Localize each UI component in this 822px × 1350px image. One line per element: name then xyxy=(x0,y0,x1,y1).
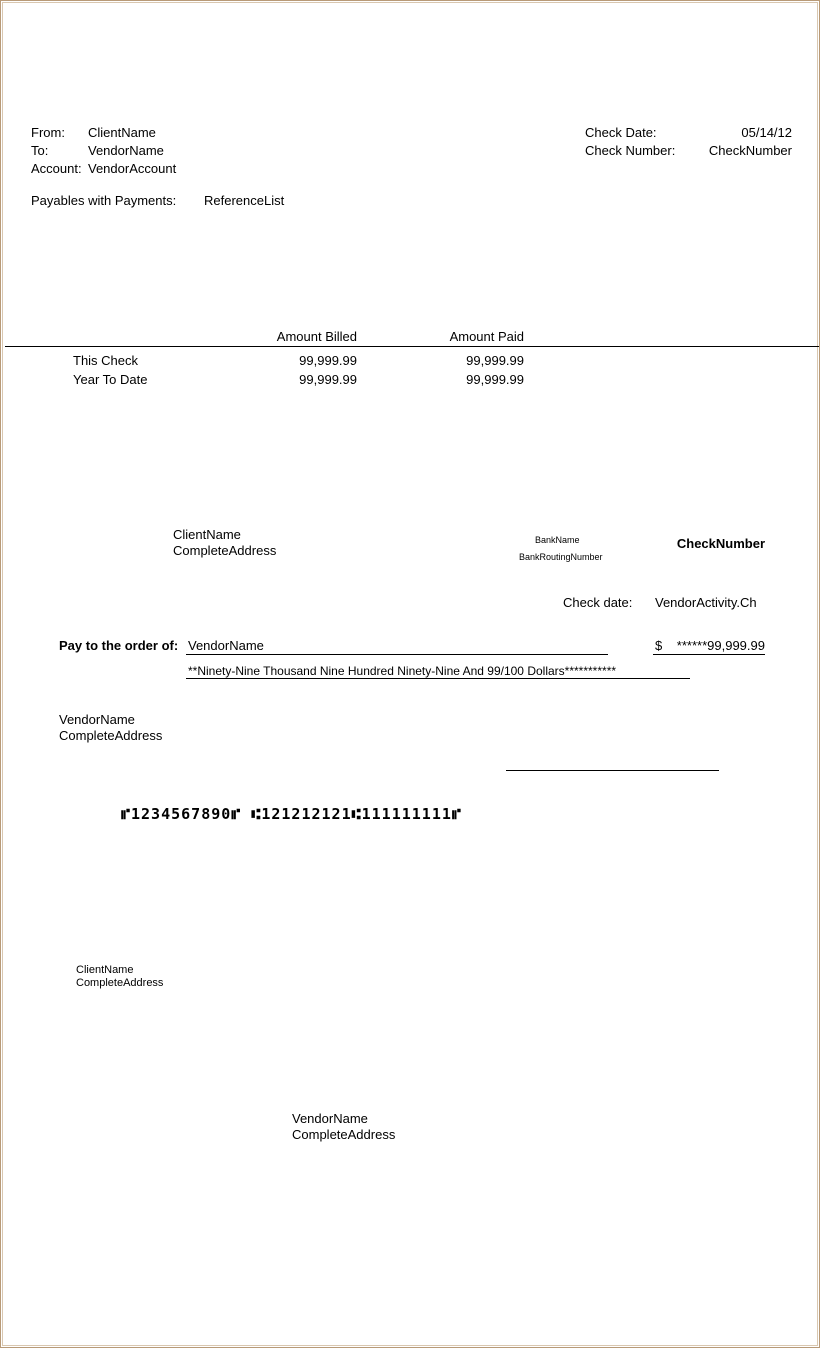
row-label: This Check xyxy=(73,353,139,368)
check-date-value: 05/14/12 xyxy=(741,125,792,140)
amount-in-words: **Ninety-Nine Thousand Nine Hundred Ninety-Nine And 99/100 Dollars*********** xyxy=(188,664,617,678)
to-label: To: xyxy=(31,143,49,158)
return-address: CompleteAddress xyxy=(76,977,164,989)
check-vendor-name: VendorName xyxy=(59,712,135,727)
recipient-name: VendorName xyxy=(292,1111,368,1126)
col-header-billed: Amount Billed xyxy=(276,329,357,344)
pay-to-label: Pay to the order of: xyxy=(59,638,179,653)
payee-line xyxy=(186,654,608,655)
amount-line xyxy=(653,654,765,655)
row-label: Year To Date xyxy=(73,372,148,387)
return-name: ClientName xyxy=(76,964,134,976)
account-label: Account: xyxy=(31,161,82,176)
check-amount: ******99,999.99 xyxy=(676,638,765,653)
row-paid: 99,999.99 xyxy=(466,372,524,387)
row-billed: 99,999.99 xyxy=(299,372,357,387)
payables-label: Payables with Payments: xyxy=(31,193,177,208)
row-paid: 99,999.99 xyxy=(466,353,524,368)
payee-name: VendorName xyxy=(188,638,264,653)
check-date-value-body: VendorActivity.Ch xyxy=(655,595,757,610)
signature-line xyxy=(506,770,719,771)
check-date-label: Check Date: xyxy=(585,125,657,140)
col-header-paid: Amount Paid xyxy=(449,329,524,344)
from-value: ClientName xyxy=(88,125,156,140)
check-client-name: ClientName xyxy=(173,527,241,542)
from-label: From: xyxy=(31,125,65,140)
recipient-address: CompleteAddress xyxy=(292,1127,396,1142)
check-number-label: Check Number: xyxy=(585,143,676,158)
check-number: CheckNumber xyxy=(676,536,765,551)
check-date-label-body: Check date: xyxy=(563,595,633,610)
currency-symbol: $ xyxy=(655,638,663,653)
bank-routing-number: BankRoutingNumber xyxy=(519,552,603,562)
check-number-value: CheckNumber xyxy=(708,143,792,158)
micr-line: ⑈1234567890⑈ ⑆121212121⑆111111111⑈ xyxy=(121,805,462,823)
row-billed: 99,999.99 xyxy=(299,353,357,368)
account-value: VendorAccount xyxy=(88,161,177,176)
to-value: VendorName xyxy=(88,143,164,158)
payables-value: ReferenceList xyxy=(204,193,285,208)
check-client-address: CompleteAddress xyxy=(173,543,277,558)
summary-divider xyxy=(5,346,819,347)
check-vendor-address: CompleteAddress xyxy=(59,728,163,743)
amount-words-line xyxy=(186,678,690,679)
bank-name: BankName xyxy=(535,535,580,545)
